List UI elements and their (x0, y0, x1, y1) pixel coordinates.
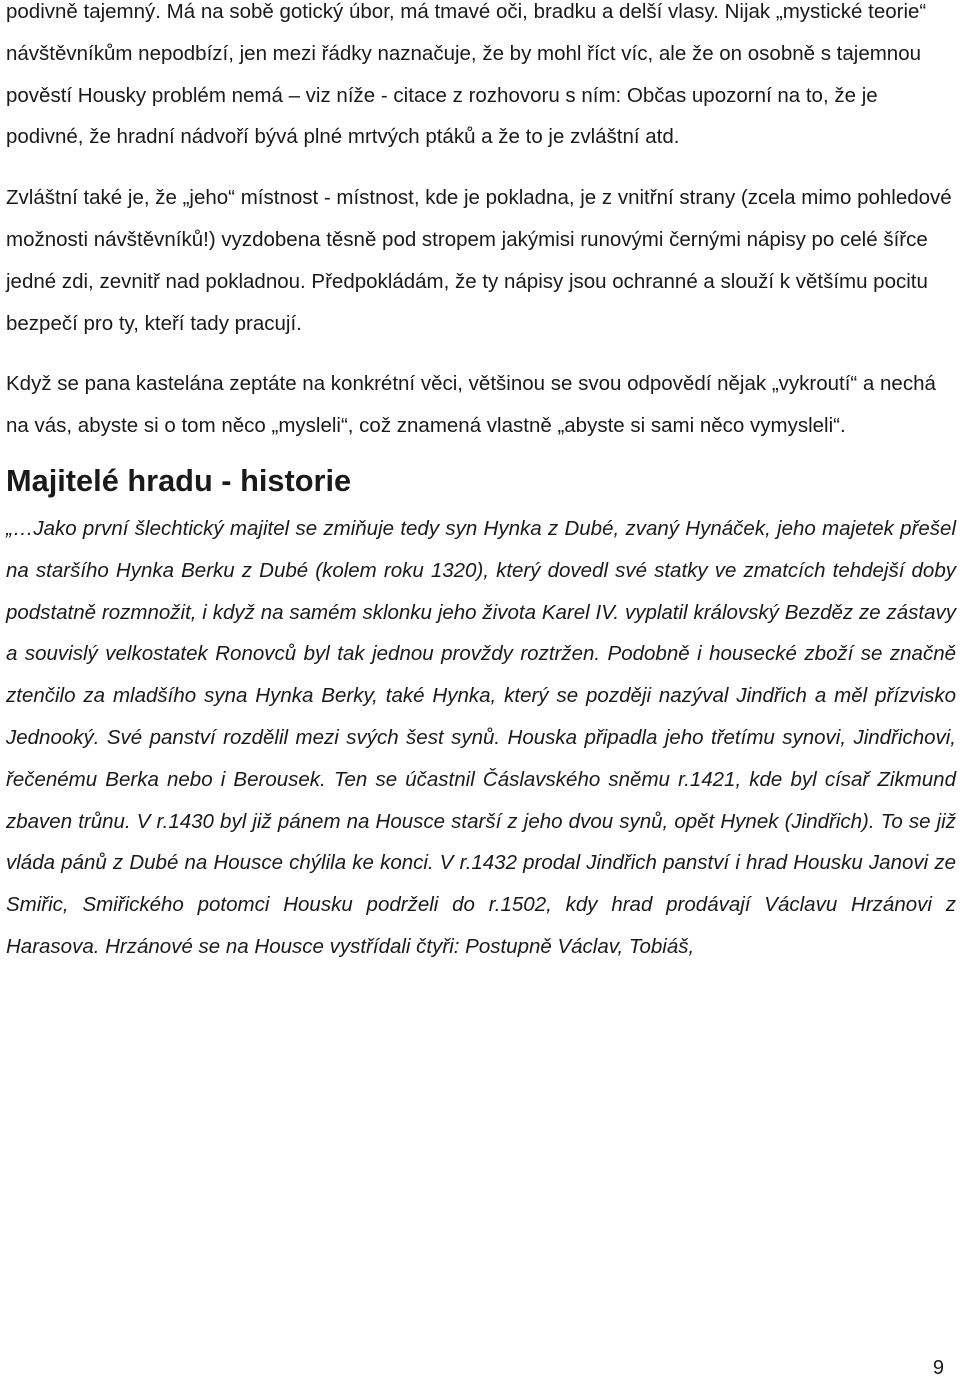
page-content (6, 0, 956, 968)
room-paragraph: Zvláštní také je, že „jeho“ místnost - místnost, kde je pokladna, je z vnitřní strany (zcela mimo pohledové možnosti návštěvníků!) vyzdobena těsně pod stropem jakýmisi runovými černými nápisy po celé šířce jedné zdi, zevnitř nad pokladnou. Předpokládám, že ty nápisy jsou ochranné a slouží k většímu pocitu bezpečí pro ty, kteří tady pracují. (6, 186, 952, 335)
section-heading: Majitelé hradu - historie (6, 462, 352, 498)
history-quote: „…Jako první šlechtický majitel se zmiňuje tedy syn Hynka z Dubé, zvaný Hynáček, jeho majetek přešel na staršího Hynka Berku z Dubé (kolem roku 1320), který dovedl své statky ve zmatcích tehdejší doby podstatně rozmnožit, i když na samém sklonku jeho života Karel IV. vyplatil královský Bezděz ze zástavy a souvislý velkostatek Ronovců byl tak jednou provždy roztržen. Podobně i housecké zboží se značně ztenčilo za mladšího syna Hynka Berky, také Hynka, který se později nazýval Jindřich a měl přízvisko Jednooký. Své panství rozdělil mezi svých šest synů. Houska připadla jeho třetímu synovi, Jindřichovi, řečenému Berka nebo i Berousek. Ten se účastnil Čáslavského sněmu r.1421, kde byl císař Zikmund zbaven trůnu. V r.1430 byl již pánem na Housce starší z jeho dvou synů, opět Hynek (Jindřich). To se již vláda pánů z Dubé na Housce chýlila ke konci. V r.1432 prodal Jindřich panství i hrad Housku Janovi ze Smiřic, Smiřického potomci Housku podrželi do r.1502, kdy hrad prodávají Václavu Hrzánovi z Harasova. Hrzánové se na Housce vystřídali čtyři: Postupně Václav, Tobiáš, (6, 516, 956, 958)
intro-paragraph: podivně tajemný. Má na sobě gotický úbor, má tmavé oči, bradku a delší vlasy. Nijak „mystické teorie“ návštěvníkům nepodbízí, jen mezi řádky naznačuje, že by mohl říct víc, ale že on osobně s tajemnou pověstí Housky problém nemá – viz níže - citace z rozhovoru s ním: Občas upozorní na to, že je podivné, že hradní nádvoří bývá plné mrtvých ptáků a že to je zvláštní atd. (6, 0, 927, 149)
castellan-paragraph: Když se pana kastelána zeptáte na konkrétní věci, většinou se svou odpovědí nějak „vykroutí“ a nechá na vás, abyste si o tom něco „mysleli“, což znamená vlastně „abyste si sami něco vymysleli“. (6, 372, 936, 438)
page-number: 9 (932, 1357, 944, 1379)
